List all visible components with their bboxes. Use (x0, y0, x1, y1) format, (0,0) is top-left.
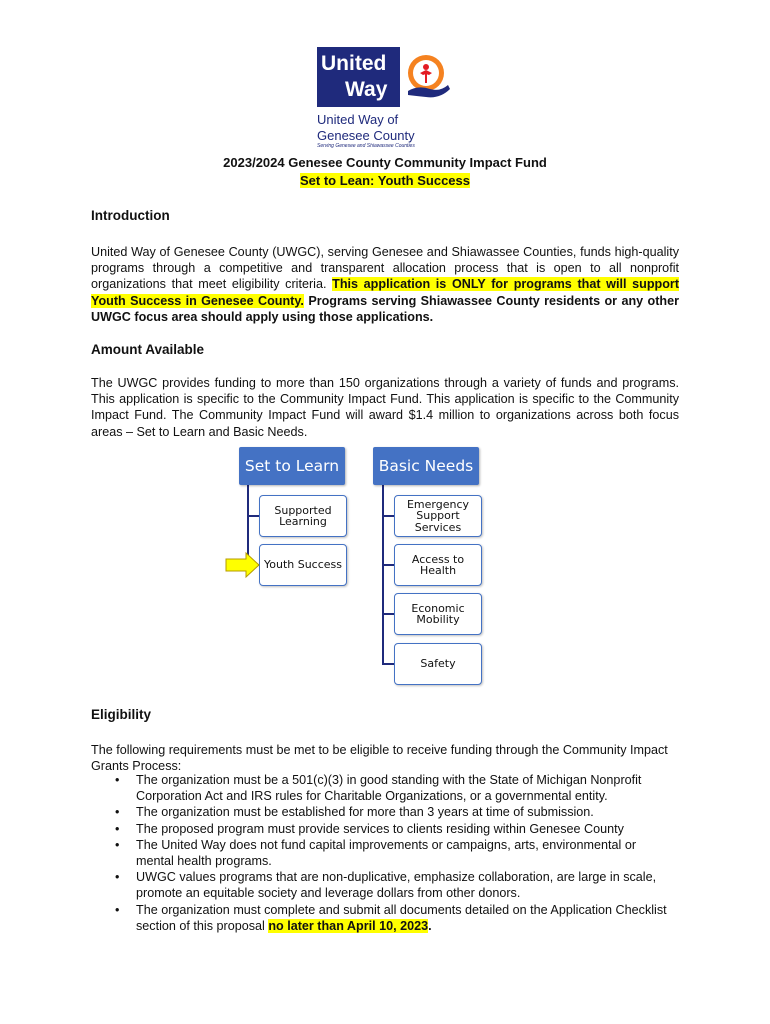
amount-paragraph: The UWGC provides funding to more than 150 organizations through a variety of funds and programs. This application is specific to the Community Impact Fund. This application is specific to the Community Impact Fund. The Community Impact Fund will award $1.4 million to organizations across both focus areas – Set to Learn and Basic Needs. (91, 376, 679, 439)
right-branch-3 (382, 613, 394, 615)
logo-tagline: Serving Genesee and Shiawassee Counties (317, 143, 415, 149)
supported-learning-box: Supported Learning (259, 495, 347, 537)
page-title: 2023/2024 Genesee County Community Impact Fund (223, 155, 547, 170)
eligibility-list (113, 772, 673, 934)
list-item-period: . (428, 918, 432, 933)
emergency-support-box: Emergency Support Services (394, 495, 482, 537)
united-way-logo (317, 47, 453, 149)
intro-paragraph (91, 244, 679, 325)
page-subtitle (0, 173, 770, 188)
united-way-hand-icon (398, 47, 455, 107)
list-item (113, 902, 673, 934)
intro-text: United Way of Genesee County (UWGC), serving Genesee and Shiawassee Counties, funds high-quality programs through a competitive and transparent allocation process that is open to all nonprofit organizations that meet eligibility criteria. (91, 245, 679, 292)
left-branch-1 (247, 515, 259, 517)
deadline-highlight: no later than April 10, 2023 (268, 918, 429, 933)
intro-heading: Introduction (91, 208, 170, 223)
right-branch-1 (382, 515, 394, 517)
amount-heading: Amount Available (91, 342, 205, 357)
logo-badge (317, 47, 453, 107)
page-subtitle-text: Set to Lean: Youth Success (299, 173, 470, 188)
logo-word-way: Way (345, 78, 388, 101)
list-item-text: The organization must complete and submit all documents detailed on the Application Checklist section of this proposal (136, 902, 667, 933)
basic-needs-box: Basic Needs (373, 447, 479, 485)
right-connector (382, 485, 384, 665)
right-branch-4 (382, 663, 394, 665)
list-item: • The organization must be established for more than 3 years at time of submission. (113, 804, 673, 820)
right-branch-2 (382, 564, 394, 566)
list-item: • The proposed program must provide services to clients residing within Genesee County (113, 821, 673, 837)
eligibility-heading: Eligibility (91, 707, 152, 722)
access-to-health-box: Access to Health (394, 544, 482, 586)
list-item: • UWGC values programs that are non-duplicative, emphasize collaboration, are large in scale, promote an equitable society and leverage dollars from other donors. (113, 869, 673, 901)
intro-highlight: This application is ONLY for programs that will support Youth Success in Genesee County. (91, 277, 680, 308)
economic-mobility-box: Economic Mobility (394, 593, 482, 635)
set-to-learn-box: Set to Learn (239, 447, 345, 485)
logo-word-united: United (321, 52, 387, 75)
logo-org-line2: Genesee County (317, 128, 415, 143)
safety-box: Safety (394, 643, 482, 685)
arrow-right-icon (225, 552, 261, 578)
list-item: • The organization must be a 501(c)(3) in good standing with the State of Michigan Nonprofit Corporation Act and IRS rules for Charitable Organizations, or a governmental entity. (113, 772, 673, 804)
list-item: • The United Way does not fund capital improvements or campaigns, arts, environmental or mental health programs. (113, 837, 673, 869)
eligibility-intro: The following requirements must be met to be eligible to receive funding through the Community Impact Grants Process: (91, 743, 668, 774)
intro-bold: Programs serving Shiawassee County residents or any other UWGC focus area should apply using those applications. (91, 293, 679, 324)
youth-success-box: Youth Success (259, 544, 347, 586)
logo-org-line1: United Way of (317, 112, 399, 127)
